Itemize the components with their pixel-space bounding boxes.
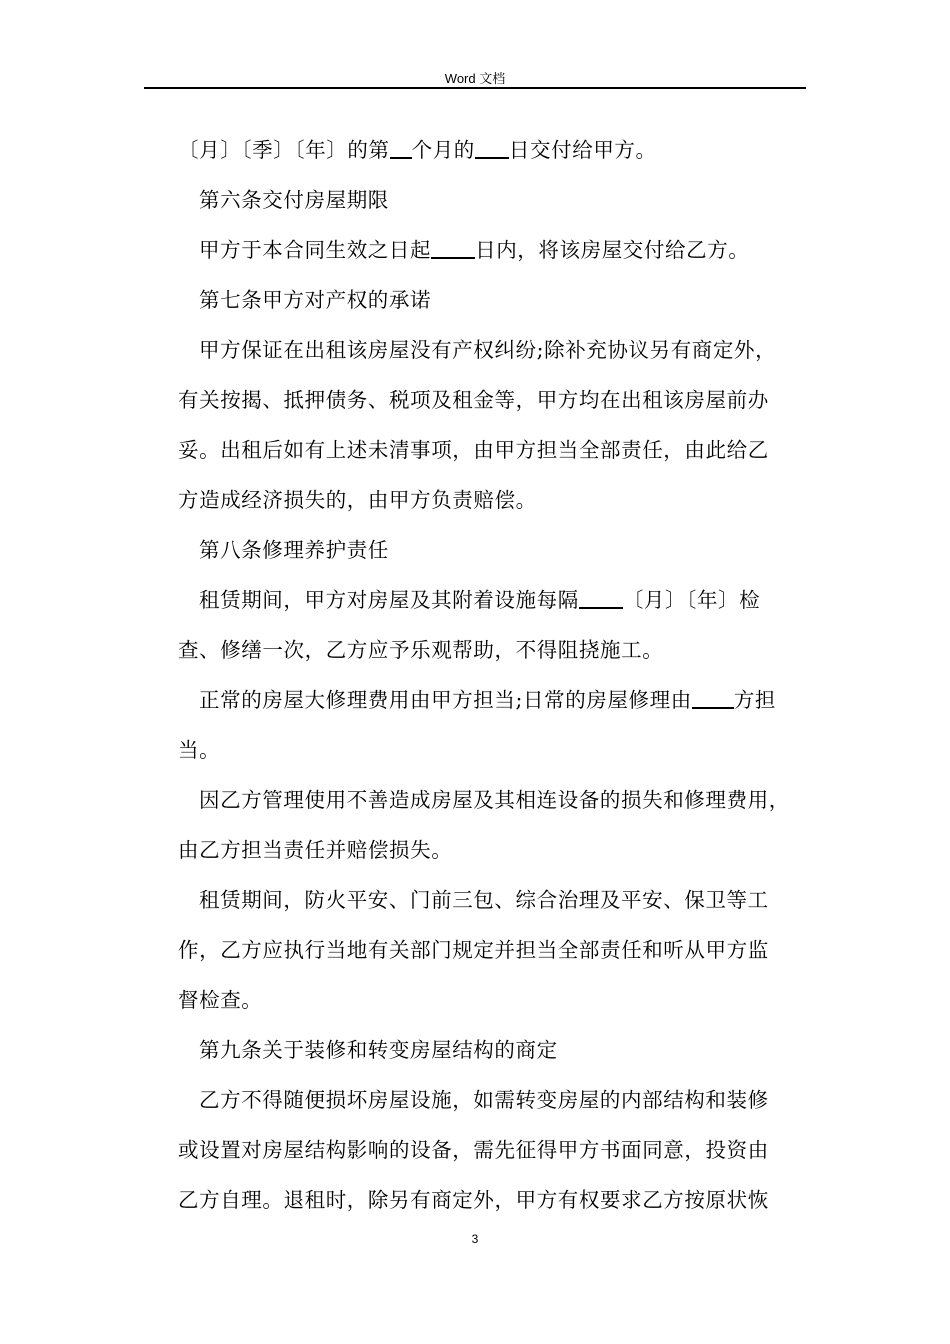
fill-blank [579, 589, 623, 609]
text-line: 当。 [178, 738, 221, 762]
page-number: 3 [471, 1232, 479, 1246]
text-line: 督检查。 [178, 988, 263, 1012]
document-header: Word 文档 [444, 71, 506, 86]
text-line: 甲方保证在出租该房屋没有产权纠纷;除补充协议另有商定外， [199, 338, 777, 362]
text-line [199, 236, 749, 264]
text-line: 查、修缮一次，乙方应予乐观帮助，不得阻挠施工。 [178, 638, 664, 662]
text-segment: 甲方于本合同生效之日起 [199, 238, 432, 262]
section-heading: 第七条甲方对产权的承诺 [199, 288, 432, 312]
text-line: 方造成经济损失的，由甲方负责赔偿。 [178, 488, 537, 512]
text-segment: 日交付给甲方。 [508, 138, 657, 162]
fill-blank [390, 139, 412, 159]
text-segment: 正常的房屋大修理费用由甲方担当;日常的房屋修理由 [199, 688, 692, 712]
text-line [199, 586, 760, 614]
text-segment: 日内，将该房屋交付给乙方。 [475, 238, 750, 262]
text-line: 作，乙方应执行当地有关部门规定并担当全部责任和听从甲方监 [178, 938, 769, 962]
text-line: 租赁期间，防火平安、门前三包、综合治理及平安、保卫等工 [199, 888, 769, 912]
text-line: 由乙方担当责任并赔偿损失。 [178, 838, 453, 862]
text-segment: 方担 [733, 688, 777, 712]
text-segment: 个月的 [411, 138, 475, 162]
text-line: 因乙方管理使用不善造成房屋及其相连设备的损失和修理费用， [199, 788, 790, 812]
fill-blank [431, 239, 475, 259]
text-segment: 〔月〕〔年〕检 [622, 588, 761, 612]
text-line: 有关按揭、抵押债务、税项及租金等，甲方均在出租该房屋前办 [178, 388, 769, 412]
text-line: 妥。出租后如有上述未清事项，由甲方担当全部责任，由此给乙 [178, 438, 769, 462]
text-segment: 〔月〕〔季〕〔年〕的第 [178, 138, 390, 162]
text-line: 乙方自理。退租时，除另有商定外，甲方有权要求乙方按原状恢 [178, 1188, 769, 1212]
text-line [199, 686, 776, 714]
text-line [178, 136, 657, 164]
header-divider [144, 87, 806, 89]
fill-blank [475, 139, 509, 159]
text-segment: 租赁期间，甲方对房屋及其附着设施每隔 [199, 588, 579, 612]
section-heading: 第八条修理养护责任 [199, 538, 389, 562]
fill-blank [692, 689, 734, 709]
text-line: 乙方不得随便损坏房屋设施，如需转变房屋的内部结构和装修 [199, 1088, 769, 1112]
text-line: 或设置对房屋结构影响的设备，需先征得甲方书面同意，投资由 [178, 1138, 769, 1162]
section-heading: 第六条交付房屋期限 [199, 188, 389, 212]
section-heading: 第九条关于装修和转变房屋结构的商定 [199, 1038, 558, 1062]
